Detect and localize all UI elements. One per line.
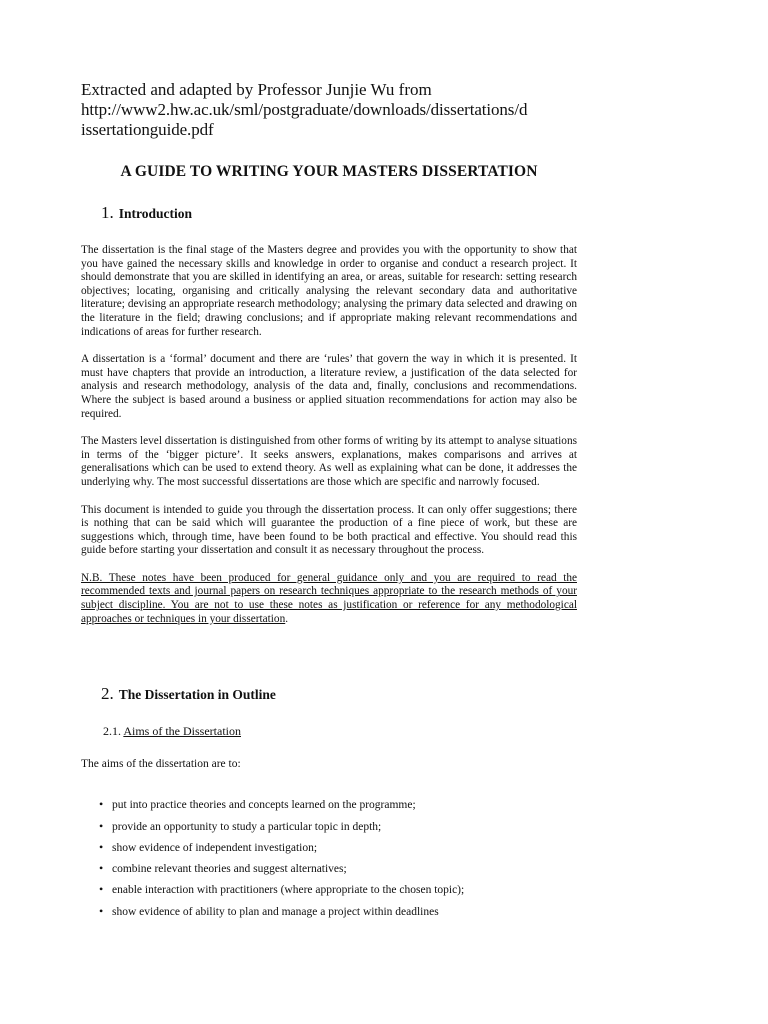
guidance-note-text: N.B. These notes have been produced for general guidance only and you are required to read the recommended texts and journal papers on research techniques appropriate to the research methods of your subject discipline. You are not to use these notes as justification or reference for any methodological approaches or techniques in your dissertation — [81, 571, 577, 625]
subsection-title: Aims of the Dissertation — [123, 724, 241, 739]
section-heading-outline — [101, 684, 577, 704]
section-number: 2. — [101, 684, 114, 704]
list-item — [99, 816, 577, 837]
guidance-note-period: . — [285, 612, 289, 625]
section-title: The Dissertation in Outline — [118, 687, 276, 703]
bullet-icon: • — [99, 839, 104, 854]
list-item — [99, 837, 577, 858]
list-item — [99, 858, 577, 879]
source-attribution — [81, 80, 577, 140]
subsection-heading-aims — [103, 724, 577, 739]
list-item-text: provide an opportunity to study a particular topic in depth; — [112, 820, 382, 833]
list-item-text: enable interaction with practitioners (where appropriate to the chosen topic); — [112, 884, 465, 897]
paragraph: The Masters level dissertation is distinguished from other forms of writing by its attempt to analyse situations in terms of the ‘bigger picture’. It seeks answers, explanations, makes comparisons and arrives at generalisations which can be used to extend theory. As well as explaining what can be done, it addresses the underlying why. The most successful dissertations are those which are specific and narrowly focused. — [81, 435, 577, 488]
bullet-icon: • — [99, 882, 104, 897]
source-url-line-continued: issertationguide.pdf — [81, 120, 214, 139]
paragraph: The dissertation is the final stage of the Masters degree and provides you with the opportunity to show that you have gained the necessary skills and knowledge in order to organise and conduct a research project. It should demonstrate that you are skilled in identifying an area, or areas, suitable for research: setting research objectives; locating, organising and critically analysing the relevant secondary data and authoritative literature; devising an appropriate research methodology; analysing the primary data selected and drawing on the literature in the field; drawing conclusions; and if appropriate making relevant recommendations and indications of areas for further research. — [81, 244, 577, 338]
list-item — [99, 879, 577, 900]
source-url-line: http://www2.hw.ac.uk/sml/postgraduate/downloads/dissertations/d — [81, 100, 528, 119]
list-item-text: show evidence of ability to plan and manage a project within deadlines — [112, 905, 439, 918]
bullet-icon: • — [99, 797, 104, 812]
aims-intro-text: The aims of the dissertation are to: — [81, 758, 241, 771]
paragraph: This document is intended to guide you through the dissertation process. It can only offer suggestions; there is nothing that can be said which will guarantee the production of a fine piece of work, but these are suggestions which, through time, have been found to be both practical and effective. You should read this guide before starting your dissertation and consult it as necessary throughout the process. — [81, 503, 577, 557]
aims-list — [99, 794, 577, 922]
guidance-note — [81, 572, 577, 626]
section-number: 1. — [101, 203, 114, 222]
list-item — [99, 794, 577, 815]
bullet-icon: • — [99, 861, 104, 876]
list-item-text: combine relevant theories and suggest alternatives; — [112, 863, 347, 876]
attribution-line: Extracted and adapted by Professor Junjie Wu from — [81, 80, 432, 99]
paragraph: A dissertation is a ‘formal’ document and there are ‘rules’ that govern the way in which it is presented. It must have chapters that provide an introduction, a literature review, a justification of the data selected for analysis and research methodology, analysis of the data and, finally, conclusions and recommendations. Where the subject is based around a business or applied situation recommendations for action may also be required. — [81, 353, 577, 420]
document-title: A GUIDE TO WRITING YOUR MASTERS DISSERTATION — [120, 163, 538, 180]
bullet-icon: • — [99, 903, 104, 918]
list-item-text: put into practice theories and concepts learned on the programme; — [112, 799, 416, 812]
section-heading-introduction — [101, 203, 577, 223]
document-page — [81, 80, 577, 922]
list-item — [99, 901, 577, 922]
subsection-number: 2.1. — [103, 724, 121, 739]
section-title: Introduction — [118, 206, 193, 221]
bullet-icon: • — [99, 818, 104, 833]
list-item-text: show evidence of independent investigation; — [112, 841, 318, 854]
